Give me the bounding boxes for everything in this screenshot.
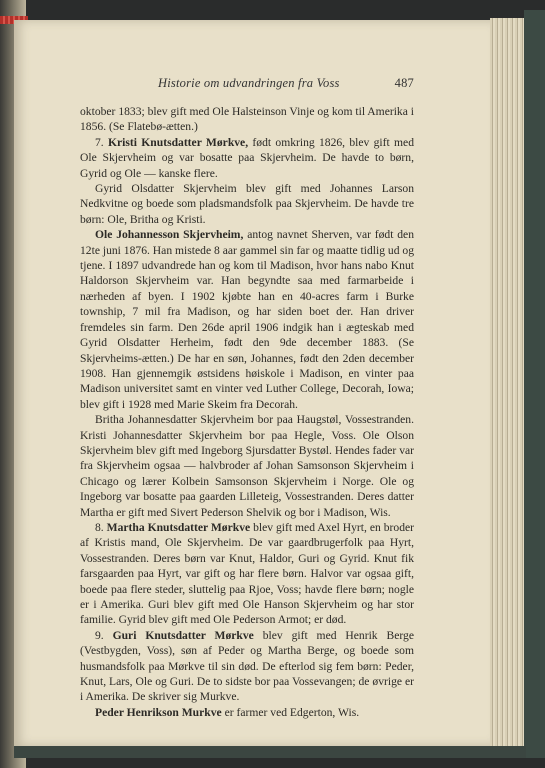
- page-number: 487: [394, 76, 414, 90]
- paragraph-4: Britha Johannesdatter Skjervheim bor paa Haugstøl, Vossestranden. Kristi Johannesdatter Skjervheim bor paa Hegle, Voss. Ole Olson Skjervheim blev gift med Ingeborg Sjursdatter Bystøl. Hendes fader var fra Skjervheim ogsaa — halvbroder af Johan Samsonson Skjervheim i Chicago og lærer Kolbein Samsonson Skjervheim i Norge. Ole og Ingeborg var bosatte paa gaarden Lilleteig, Vossestranden. Deres datter Martha er gift med Sivert Pederson Shelvik og bor i Madison, Wis.: [80, 413, 414, 519]
- paragraph-2: Gyrid Olsdatter Skjervheim blev gift med Johannes Larson Nedkvitne og boede som pladsmandsfolk paa Skjervheim. De havde tre børn: Ole, Britha og Kristi.: [80, 182, 414, 226]
- person-name: Peder Henrikson Murkve: [95, 705, 222, 719]
- book-cover-bottom: [14, 746, 526, 758]
- book-cover-right: [524, 10, 545, 758]
- paragraph-7: Peder Henrikson Murkve er farmer ved Edgerton, Wis.: [95, 705, 360, 719]
- page-stack-edge: [490, 18, 527, 748]
- paragraph-0: oktober 1833; blev gift med Ole Halsteinson Vinje og kom til Amerika i 1856. (Se Flatebø-ætten.): [80, 105, 414, 134]
- page-header: [80, 76, 414, 94]
- paragraph-3: Ole Johannesson Skjervheim, antog navnet Sherven, var født den 12te juni 1876. Han mistede 8 aar gammel sin far og maatte tidlig ud og tjene. I 1897 udvandrede han og kom til Madison, hvor hans nabo Knut Haldorson Skjervheim var. Han begyndte saa med farmarbeide i nærheden af byen. I 1902 kjøbte han en 40-acres farm i Burke township, 7 mil fra Madison, og har siden boet der. Han driver fremdeles sin farm. Den 26de april 1906 indgik han i ægteskab med Gyrid Olsdatter Herheim, født den 9de december 1883. (Se Skjervheims-ætten.) De har en søn, Johannes, født den 2den december 1908. Han gjennemgik østsidens høiskole i Madison, en vinter paa Madison universitet samt en vinter ved Luther College, Decorah, Iowa; blev gift i 1928 med Marie Skeim fra Decorah.: [80, 228, 414, 411]
- person-name: Kristi Knutsdatter Mørkve,: [108, 135, 249, 149]
- person-name: Guri Knutsdatter Mørkve: [112, 628, 254, 642]
- paragraph-6: 9. Guri Knutsdatter Mørkve blev gift med Henrik Berge (Vestbygden, Voss), søn af Peder og Martha Berge, og boede som husmandsfolk paa Mørkve til sin død. De efterlod sig fem børn: Peder, Knut, Lars, Ole og Guri. De to sidste bor paa Vossevangen; de øvrige er i Amerika. De skriver sig Murkve.: [80, 628, 414, 704]
- paragraph-1: 7. Kristi Knutsdatter Mørkve, født omkring 1826, blev gift med Ole Skjervheim og var bosatte paa Skjervheim. De havde to børn, Gyrid og Ole — kanske flere.: [80, 135, 414, 180]
- running-title: Historie om udvandringen fra Voss: [158, 76, 340, 90]
- person-name: Ole Johannesson Skjervheim,: [95, 228, 244, 242]
- person-name: Martha Knutsdatter Mørkve: [106, 520, 251, 534]
- paragraph-5: 8. Martha Knutsdatter Mørkve blev gift med Axel Hyrt, en broder af Kristis mand, Ole Skjervheim. De var gaardbrugerfolk paa Hyrt, Vossestranden. Deres børn var Knut, Haldor, Guri og Gyrid. Knut fik farsgaarden paa Hyrt, var gift og har flere børn. Halvor var ogsaa gift, boede paa flere steder, sluttelig paa Rjoe, Voss; havde flere børn; nogle er i Amerika. Guri blev gift med Ole Hanson Skjervheim og har stor familie. Gyrid blev gift med Ole Pederson Armot; er død.: [80, 520, 414, 627]
- body-text: [80, 104, 414, 720]
